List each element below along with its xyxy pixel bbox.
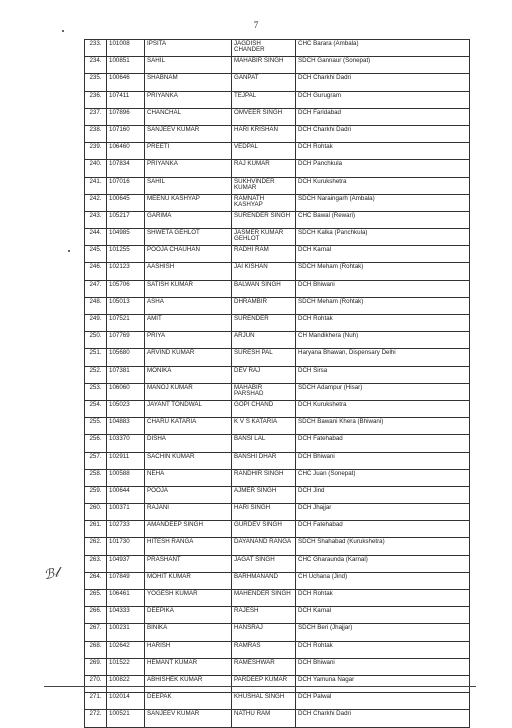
candidate-id-cell: 105217 [107,211,145,228]
father-name-cell: RAMNATH KASHYAP [232,194,296,211]
serial-number-cell: 240. [85,160,107,177]
table-row [85,57,470,74]
serial-number-cell: 254. [85,400,107,417]
posting-place-cell: DCH Karnal [296,246,470,263]
posting-place-cell: DCH Rohtak [296,315,470,332]
serial-number-cell: 251. [85,349,107,366]
posting-place-cell: DCH Charkhi Dadri [296,74,470,91]
posting-place-cell: CHC Barara (Ambala) [296,40,470,57]
margin-dot-middle [68,250,70,252]
candidate-name-cell: POOJA CHAUHAN [145,246,232,263]
candidate-name-cell: AASHISH [145,263,232,280]
father-name-cell: SUKHVINDER KUMAR [232,177,296,194]
table-row [85,143,470,160]
candidate-id-cell: 107411 [107,91,145,108]
table-row [85,418,470,435]
posting-place-cell: DCH Jind [296,486,470,503]
candidate-id-cell: 107849 [107,572,145,589]
candidate-name-cell: NEHA [145,469,232,486]
father-name-cell: KHUSHAL SINGH [232,693,296,710]
candidate-name-cell: SAHIL [145,177,232,194]
father-name-cell: RANDHIR SINGH [232,469,296,486]
father-name-cell: MAHABIR PARSHAD [232,383,296,400]
table-row [85,246,470,263]
serial-number-cell: 265. [85,590,107,607]
candidate-id-cell: 107769 [107,332,145,349]
table-row [85,211,470,228]
serial-number-cell: 269. [85,658,107,675]
posting-place-cell: SDCH Kalka (Panchkula) [296,229,470,246]
posting-place-cell: SDCH Adampur (Hisar) [296,383,470,400]
candidate-name-cell: POOJA [145,486,232,503]
table-row [85,675,470,692]
serial-number-cell: 268. [85,641,107,658]
candidate-id-cell: 107016 [107,177,145,194]
father-name-cell: MAHABIR SINGH [232,57,296,74]
table-row [85,263,470,280]
father-name-cell: SURENDER [232,315,296,332]
candidate-id-cell: 100822 [107,675,145,692]
posting-place-cell: DCH Bhiwani [296,658,470,675]
page-number: 7 [253,20,259,30]
candidate-name-cell: AMIT [145,315,232,332]
candidate-id-cell: 100644 [107,486,145,503]
table-row [85,40,470,57]
serial-number-cell: 253. [85,383,107,400]
posting-place-cell: SDCH Naraingarh (Ambala) [296,194,470,211]
candidate-name-cell: GARIMA [145,211,232,228]
handwritten-initials: ℬ𝓁 [42,564,60,583]
table-row [85,641,470,658]
candidate-id-cell: 102123 [107,263,145,280]
candidate-id-cell: 102014 [107,693,145,710]
father-name-cell: GURDEV SINGH [232,521,296,538]
candidate-id-cell: 100231 [107,624,145,641]
candidate-name-cell: ABHISHEK KUMAR [145,675,232,692]
posting-place-cell: DCH Rohtak [296,641,470,658]
serial-number-cell: 267. [85,624,107,641]
posting-place-cell: SDCH Gannaur (Sonepat) [296,57,470,74]
candidate-id-cell: 105023 [107,400,145,417]
candidate-name-cell: CHANCHAL [145,108,232,125]
serial-number-cell: 245. [85,246,107,263]
serial-number-cell: 260. [85,504,107,521]
table-row [85,710,470,727]
serial-number-cell: 242. [85,194,107,211]
serial-number-cell: 246. [85,263,107,280]
candidate-id-cell: 101522 [107,658,145,675]
table-row [85,572,470,589]
father-name-cell: OMVEER SINGH [232,108,296,125]
father-name-cell: BANSHI DHAR [232,452,296,469]
table-row [85,607,470,624]
table-row [85,177,470,194]
posting-place-cell: DCH Faridabad [296,108,470,125]
posting-place-cell: DCH Karnal [296,607,470,624]
candidate-id-cell: 106460 [107,143,145,160]
father-name-cell: RADHI RAM [232,246,296,263]
father-name-cell: JASMER KUMAR GEHLOT [232,229,296,246]
candidate-name-cell: SACHIN KUMAR [145,452,232,469]
candidate-id-cell: 100371 [107,504,145,521]
table-row [85,693,470,710]
candidate-id-cell: 101730 [107,538,145,555]
table-row [85,624,470,641]
candidate-id-cell: 105706 [107,280,145,297]
table-row [85,332,470,349]
table-row [85,555,470,572]
serial-number-cell: 234. [85,57,107,74]
posting-place-cell: DCH Bhiwani [296,280,470,297]
candidate-id-cell: 101255 [107,246,145,263]
posting-place-cell: DCH Bhiwani [296,452,470,469]
candidate-id-cell: 105680 [107,349,145,366]
posting-place-cell: Haryana Bhawan, Dispensary Delhi [296,349,470,366]
candidate-name-cell: SANJEEV KUMAR [145,710,232,727]
candidate-id-cell: 104883 [107,418,145,435]
father-name-cell: HARI SINGH [232,504,296,521]
father-name-cell: RAJ KUMAR [232,160,296,177]
candidate-id-cell: 107521 [107,315,145,332]
father-name-cell: ARJUN [232,332,296,349]
candidate-id-cell: 104333 [107,607,145,624]
father-name-cell: TEJPAL [232,91,296,108]
table-row [85,435,470,452]
table-row [85,469,470,486]
posting-place-cell: DCH Charkhi Dadri [296,710,470,727]
serial-number-cell: 244. [85,229,107,246]
candidate-name-cell: ASHA [145,297,232,314]
posting-place-cell: DCH Fatehabad [296,435,470,452]
candidate-name-cell: HEMANT KUMAR [145,658,232,675]
candidate-name-cell: DISHA [145,435,232,452]
posting-place-cell: DCH Palwal [296,693,470,710]
candidate-name-cell: SANJEEV KUMAR [145,125,232,142]
posting-place-cell: CH Uchana (Jind) [296,572,470,589]
posting-place-cell: DCH Rohtak [296,143,470,160]
posting-place-cell: SDCH Shahabad (Kurukshetra) [296,538,470,555]
posting-place-cell: DCH Rohtak [296,590,470,607]
table-row [85,315,470,332]
serial-number-cell: 256. [85,435,107,452]
candidate-name-cell: SATISH KUMAR [145,280,232,297]
serial-number-cell: 248. [85,297,107,314]
father-name-cell: RAMRAS [232,641,296,658]
table-row [85,521,470,538]
posting-place-cell: SDCH Beri (Jhajjar) [296,624,470,641]
candidate-name-cell: SHABNAM [145,74,232,91]
candidate-name-cell: JAYANT TONDWAL [145,400,232,417]
father-name-cell: BALWAN SINGH [232,280,296,297]
table-row [85,538,470,555]
candidate-id-cell: 104937 [107,555,145,572]
father-name-cell: SURESH PAL [232,349,296,366]
posting-place-cell: SDCH Bawani Khera (Bhiwani) [296,418,470,435]
serial-number-cell: 259. [85,486,107,503]
candidate-name-cell: RAJANI [145,504,232,521]
serial-number-cell: 241. [85,177,107,194]
serial-number-cell: 236. [85,91,107,108]
serial-number-cell: 270. [85,675,107,692]
table-row [85,297,470,314]
candidate-name-cell: PRIYANKA [145,160,232,177]
table-row [85,658,470,675]
serial-number-cell: 263. [85,555,107,572]
serial-number-cell: 255. [85,418,107,435]
serial-number-cell: 262. [85,538,107,555]
candidate-id-cell: 107834 [107,160,145,177]
candidate-id-cell: 102642 [107,641,145,658]
candidate-id-cell: 102733 [107,521,145,538]
candidate-name-cell: CHARU KATARIA [145,418,232,435]
father-name-cell: PARDEEP KUMAR [232,675,296,692]
table-row [85,366,470,383]
father-name-cell: AJMER SINGH [232,486,296,503]
posting-place-cell: DCH Yamuna Nagar [296,675,470,692]
father-name-cell: JAGDISH CHANDER [232,40,296,57]
serial-number-cell: 233. [85,40,107,57]
candidate-name-cell: HARISH [145,641,232,658]
posting-place-cell: DCH Gurugram [296,91,470,108]
candidate-name-cell: YOGESH KUMAR [145,590,232,607]
father-name-cell: SURENDER SINGH [232,211,296,228]
serial-number-cell: 237. [85,108,107,125]
candidate-name-cell: HITESH RANGA [145,538,232,555]
candidate-name-cell: BINIKA [145,624,232,641]
candidate-name-cell: ARVIND KUMAR [145,349,232,366]
father-name-cell: HANSRAJ [232,624,296,641]
candidate-name-cell: MONIKA [145,366,232,383]
serial-number-cell: 266. [85,607,107,624]
candidate-id-cell: 100588 [107,469,145,486]
father-name-cell: NATHU RAM [232,710,296,727]
margin-dot-top [62,30,64,32]
candidate-table [84,39,470,728]
table-row [85,108,470,125]
father-name-cell: GANPAT [232,74,296,91]
candidate-name-cell: IPSITA [145,40,232,57]
posting-place-cell: SDCH Meham (Rohtak) [296,297,470,314]
father-name-cell: JAGAT SINGH [232,555,296,572]
serial-number-cell: 238. [85,125,107,142]
candidate-name-cell: MANOJ KUMAR [145,383,232,400]
serial-number-cell: 258. [85,469,107,486]
posting-place-cell: DCH Kurukshetra [296,177,470,194]
candidate-id-cell: 104985 [107,229,145,246]
posting-place-cell: DCH Jhajjar [296,504,470,521]
table-row [85,91,470,108]
candidate-id-cell: 103370 [107,435,145,452]
table-row [85,504,470,521]
candidate-id-cell: 100646 [107,74,145,91]
posting-place-cell: CHC Bawal (Rewari) [296,211,470,228]
table-row [85,590,470,607]
table-row [85,452,470,469]
candidate-id-cell: 100645 [107,194,145,211]
father-name-cell: K V S KATARIA [232,418,296,435]
serial-number-cell: 249. [85,315,107,332]
candidate-id-cell: 100521 [107,710,145,727]
candidate-id-cell: 105013 [107,297,145,314]
posting-place-cell: DCH Sirsa [296,366,470,383]
candidate-id-cell: 107896 [107,108,145,125]
father-name-cell: HARI KRISHAN [232,125,296,142]
father-name-cell: RAMESHWAR [232,658,296,675]
posting-place-cell: DCH Kurukshetra [296,400,470,417]
table-row [85,125,470,142]
candidate-name-cell: SHWETA GEHLOT [145,229,232,246]
serial-number-cell: 243. [85,211,107,228]
candidate-id-cell: 100851 [107,57,145,74]
table-row [85,349,470,366]
father-name-cell: BANSI LAL [232,435,296,452]
candidate-name-cell: PREETI [145,143,232,160]
table-row [85,400,470,417]
posting-place-cell: DCH Charkhi Dadri [296,125,470,142]
father-name-cell: JAI KISHAN [232,263,296,280]
father-name-cell: VEDPAL [232,143,296,160]
table-row [85,486,470,503]
candidate-table-body [85,40,470,728]
candidate-name-cell: PRIYA [145,332,232,349]
table-row [85,280,470,297]
serial-number-cell: 261. [85,521,107,538]
serial-number-cell: 250. [85,332,107,349]
serial-number-cell: 257. [85,452,107,469]
father-name-cell: RAJESH [232,607,296,624]
table-row [85,74,470,91]
serial-number-cell: 264. [85,572,107,589]
posting-place-cell: DCH Fatehabad [296,521,470,538]
bottom-rule [44,686,476,687]
serial-number-cell: 235. [85,74,107,91]
serial-number-cell: 272. [85,710,107,727]
candidate-id-cell: 106060 [107,383,145,400]
candidate-id-cell: 101008 [107,40,145,57]
father-name-cell: BARHMANAND [232,572,296,589]
candidate-name-cell: MEENU KASHYAP [145,194,232,211]
candidate-id-cell: 102911 [107,452,145,469]
serial-number-cell: 247. [85,280,107,297]
posting-place-cell: DCH Panchkula [296,160,470,177]
posting-place-cell: CHC Juan (Sonepat) [296,469,470,486]
candidate-name-cell: PRIYANKA [145,91,232,108]
posting-place-cell: CHC Gharaunda (Karnal) [296,555,470,572]
candidate-name-cell: PRASHANT [145,555,232,572]
father-name-cell: DAYANAND RANGA [232,538,296,555]
candidate-name-cell: AMANDEEP SINGH [145,521,232,538]
candidate-id-cell: 107160 [107,125,145,142]
father-name-cell: MAHENDER SINGH [232,590,296,607]
table-row [85,194,470,211]
posting-place-cell: CH Mandikhera (Nuh) [296,332,470,349]
father-name-cell: DEV RAJ [232,366,296,383]
candidate-id-cell: 106461 [107,590,145,607]
father-name-cell: GOPI CHAND [232,400,296,417]
candidate-name-cell: MOHIT KUMAR [145,572,232,589]
serial-number-cell: 271. [85,693,107,710]
candidate-name-cell: DEEPAK [145,693,232,710]
serial-number-cell: 239. [85,143,107,160]
father-name-cell: DHRAMBIR [232,297,296,314]
candidate-name-cell: SAHIL [145,57,232,74]
candidate-name-cell: DEEPIKA [145,607,232,624]
posting-place-cell: SDCH Meham (Rohtak) [296,263,470,280]
candidate-id-cell: 107381 [107,366,145,383]
table-row [85,383,470,400]
table-row [85,160,470,177]
table-row [85,229,470,246]
serial-number-cell: 252. [85,366,107,383]
